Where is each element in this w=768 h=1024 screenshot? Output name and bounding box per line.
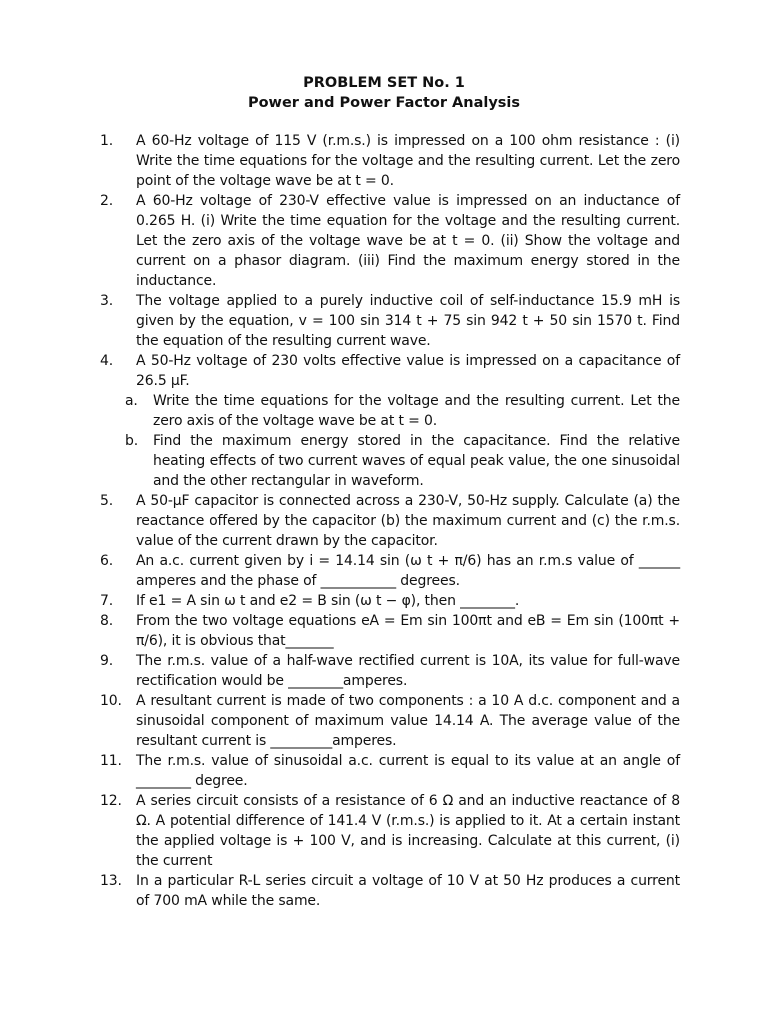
subproblem-label: a. bbox=[125, 393, 138, 409]
subproblem-4a bbox=[100, 391, 680, 431]
problem-text: A 50-Hz voltage of 230 volts effective value is impressed on a capacitance of 26.5 μF. bbox=[136, 353, 680, 389]
problem-text: A 60-Hz voltage of 230-V effective value is impressed on an inductance of 0.265 H. (i) Write the time equation for the voltage and the resulting current. Let the zero axis of the voltage wave be at t = 0. (ii) Show the voltage and current on a phasor diagram. (iii) Find the maximum energy stored in the inductance. bbox=[136, 193, 680, 289]
problem-text: If e1 = A sin ω t and e2 = B sin (ω t − φ), then ________. bbox=[136, 593, 520, 609]
problem-text: The r.m.s. value of a half-wave rectified current is 10A, its value for full-wave rectification would be ________amperes. bbox=[136, 653, 680, 689]
problem-text: A 50-μF capacitor is connected across a 230-V, 50-Hz supply. Calculate (a) the reactance offered by the capacitor (b) the maximum current and (c) the r.m.s. value of the current drawn by the capacitor. bbox=[136, 493, 680, 549]
subproblem-text: Write the time equations for the voltage and the resulting current. Let the zero axis of the voltage wave be at t = 0. bbox=[153, 393, 680, 429]
problem-text: The voltage applied to a purely inductive coil of self-inductance 15.9 mH is given by the equation, v = 100 sin 314 t + 75 sin 942 t + 50 sin 1570 t. Find the equation of the resulting current wave. bbox=[136, 293, 680, 349]
problem-item-8 bbox=[100, 611, 680, 651]
problem-number: 11. bbox=[100, 753, 122, 769]
subproblem-label: b. bbox=[125, 433, 139, 449]
problem-item-4 bbox=[100, 351, 680, 391]
problem-item-10 bbox=[100, 691, 680, 751]
problem-number: 13. bbox=[100, 873, 122, 889]
problem-text: From the two voltage equations eA = Em sin 100πt and eB = Em sin (100πt + π/6), it is obvious that_______ bbox=[136, 613, 680, 649]
page-subtitle: Power and Power Factor Analysis bbox=[247, 95, 521, 111]
problem-number: 1. bbox=[100, 133, 114, 149]
problem-item-2 bbox=[100, 191, 680, 291]
problem-item-12 bbox=[100, 791, 680, 871]
problem-number: 2. bbox=[100, 193, 114, 209]
problem-item-11 bbox=[100, 751, 680, 791]
problem-item-9 bbox=[100, 651, 680, 691]
problem-number: 3. bbox=[100, 293, 114, 309]
problem-item-6 bbox=[100, 551, 680, 591]
page-title: PROBLEM SET No. 1 bbox=[303, 75, 465, 91]
problem-text: A resultant current is made of two components : a 10 A d.c. component and a sinusoidal component of maximum value 14.14 A. The average value of the resultant current is _________amperes. bbox=[136, 693, 680, 749]
problem-number: 8. bbox=[100, 613, 114, 629]
problem-number: 9. bbox=[100, 653, 114, 669]
problem-item-13 bbox=[100, 871, 680, 911]
problem-item-1 bbox=[100, 131, 680, 191]
problem-item-5 bbox=[100, 491, 680, 551]
problem-list bbox=[100, 131, 680, 911]
problem-text: A 60-Hz voltage of 115 V (r.m.s.) is impressed on a 100 ohm resistance : (i) Write the time equations for the voltage and the resulting current. Let the zero point of the voltage wave be at t = 0. bbox=[136, 133, 680, 189]
problem-text: The r.m.s. value of sinusoidal a.c. current is equal to its value at an angle of ________ degree. bbox=[136, 753, 680, 789]
problem-number: 10. bbox=[100, 693, 122, 709]
problem-number: 12. bbox=[100, 793, 122, 809]
subproblem-text: Find the maximum energy stored in the capacitance. Find the relative heating effects of two current waves of equal peak value, the one sinusoidal and the other rectangular in waveform. bbox=[153, 433, 680, 489]
problem-number: 7. bbox=[100, 593, 114, 609]
problem-text: A series circuit consists of a resistance of 6 Ω and an inductive reactance of 8 Ω. A potential difference of 141.4 V (r.m.s.) is applied to it. At a certain instant the applied voltage is + 100 V, and is increasing. Calculate at this current, (i) the current bbox=[136, 793, 680, 869]
problem-number: 6. bbox=[100, 553, 114, 569]
problem-item-7 bbox=[100, 591, 680, 611]
problem-item-3 bbox=[100, 291, 680, 351]
subproblem-4b bbox=[100, 431, 680, 491]
problem-number: 4. bbox=[100, 353, 114, 369]
problem-text: In a particular R-L series circuit a voltage of 10 V at 50 Hz produces a current of 700 mA while the same. bbox=[136, 873, 680, 909]
problem-text: An a.c. current given by i = 14.14 sin (ω t + π/6) has an r.m.s value of ______ amperes and the phase of ___________ degrees. bbox=[136, 553, 680, 589]
problem-number: 5. bbox=[100, 493, 114, 509]
